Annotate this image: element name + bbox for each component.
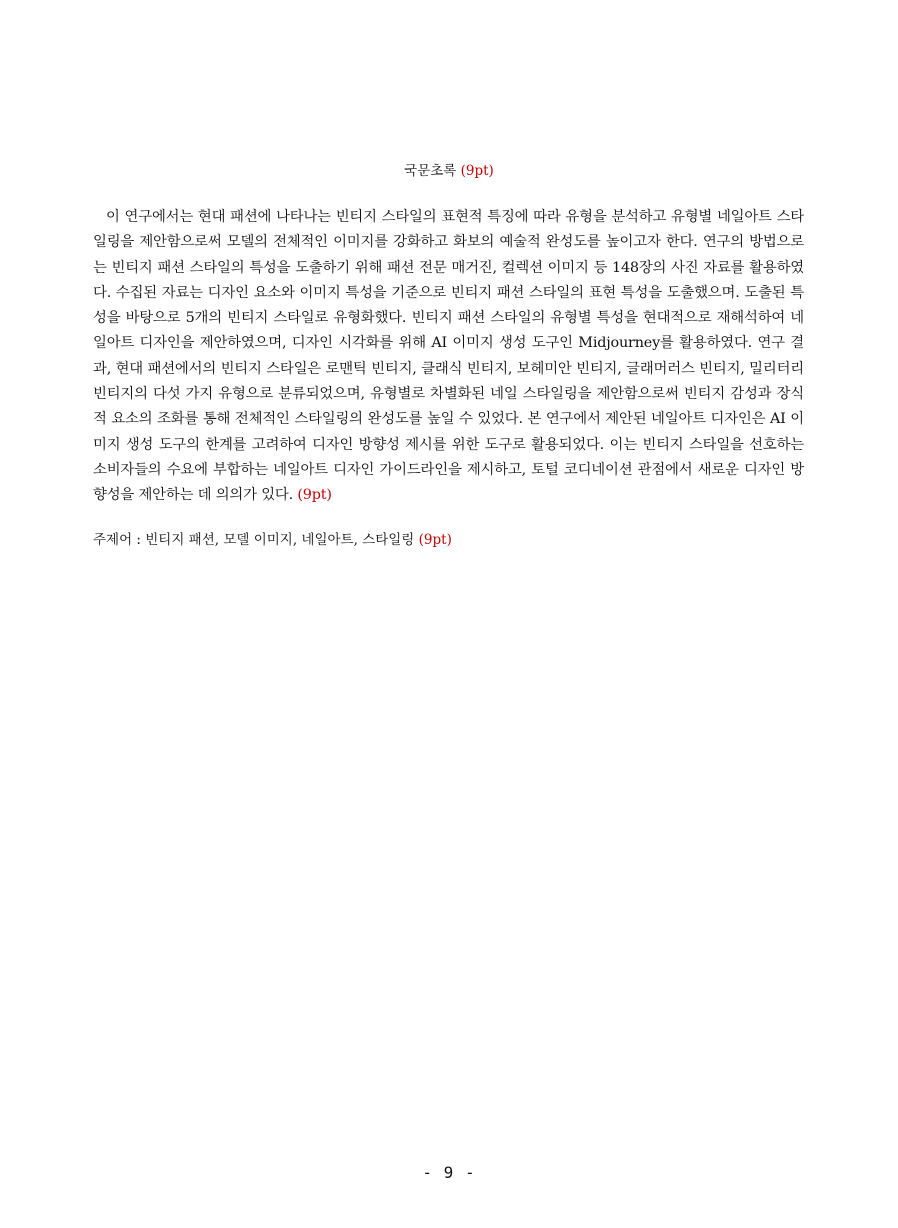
- keywords-line: [93, 530, 804, 550]
- abstract-paragraph: [93, 205, 804, 509]
- page-number: - 9 -: [422, 1163, 476, 1182]
- keywords-terms: 빈티지 패션, 모델 이미지, 네일아트, 스타일링: [145, 532, 415, 548]
- abstract-title: 국문초록: [404, 163, 457, 179]
- abstract-heading: [0, 161, 898, 181]
- keywords-label: 주제어 :: [93, 532, 141, 548]
- abstract-body-size-note: (9pt): [297, 487, 332, 504]
- keywords-size-note: (9pt): [418, 532, 452, 548]
- abstract-body-text: 이 연구에서는 현대 패션에 나타나는 빈티지 스타일의 표현적 특징에 따라 유형을 분석하고 유형별 네일아트 스타일링을 제안함으로써 모델의 전체적인 이미지를 강화하고 화보의 예술적 완성도를 높이고자 한다. 연구의 방법으로는 빈티지 패션 스타일의 특성을 도출하기 위해 패션 전문 매거진, 컬렉션 이미지 등 148장의 사진 자료를 활용하였다. 수집된 자료는 디자인 요소와 이미지 특성을 기준으로 빈티지 패션 스타일의 표현 특성을 도출했으며. 도출된 특성을 바탕으로 5개의 빈티지 스타일로 유형화했다. 빈티지 패션 스타일의 유형별 특성을 현대적으로 재해석하여 네일아트 디자인을 제안하였으며, 디자인 시각화를 위해 AI 이미지 생성 도구인 Midjourney를 활용하였다. 연구 결과, 현대 패션에서의 빈티지 스타일은 로맨틱 빈티지, 클래식 빈티지, 보헤미안 빈티지, 글래머러스 빈티지, 밀리터리 빈티지의 다섯 가지 유형으로 분류되었으며, 유형별로 차별화된 네일 스타일링을 제안함으로써 빈티지 감성과 장식적 요소의 조화를 통해 전체적인 스타일링의 완성도를 높일 수 있었다. 본 연구에서 제안된 네일아트 디자인은 AI 이미지 생성 도구의 한계를 고려하여 디자인 방향성 제시를 위한 도구로 활용되었다. 이는 빈티지 스타일을 선호하는 소비자들의 수요에 부합하는 네일아트 디자인 가이드라인을 제시하고, 토털 코디네이션 관점에서 새로운 디자인 방향성을 제안하는 데 의의가 있다.: [93, 209, 804, 504]
- abstract-title-size-note: (9pt): [460, 163, 494, 179]
